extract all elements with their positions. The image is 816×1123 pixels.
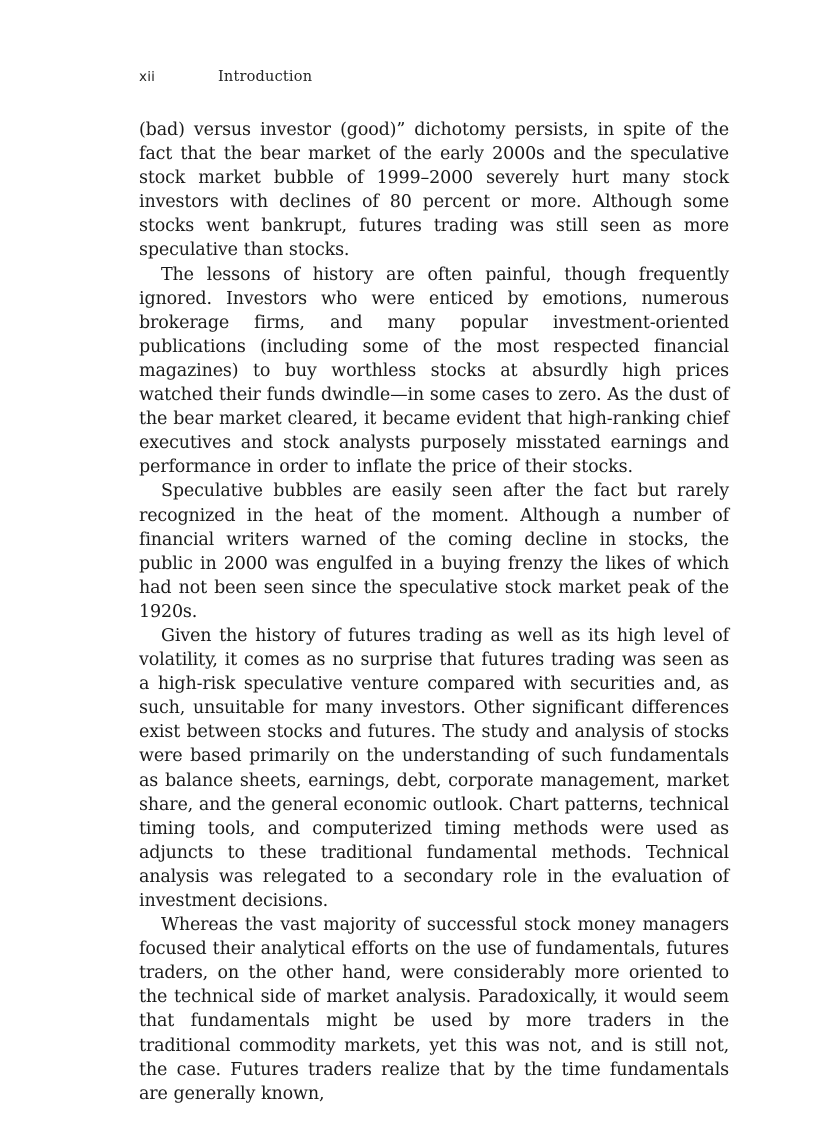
paragraph-continued: (bad) versus investor (good)” dichotomy persists, in spite of the fact that the bear market of the early 2000s and the speculative stock market bubble of 1999–2000 severely hurt many stock investors with declines of 80 percent or more. Although some stocks went bankrupt, futures trading was still seen as more speculative than stocks. (139, 120, 729, 261)
paragraph: The lessons of history are often painful, though frequently ignored. Investors who were enticed by emotions, numerous brokerage firms, and many popular investment-oriented publications (including some of the most respected financial magazines) to buy worthless stocks at absurdly high prices watched their funds dwindle—in some cases to zero. As the dust of the bear market cleared, it became evident that high-ranking chief executives and stock analysts purposely misstated earnings and performance in order to inflate the price of their stocks. (139, 264, 729, 478)
page-number: xii (139, 69, 156, 85)
running-head (139, 66, 729, 90)
paragraph: Given the history of futures trading as well as its high level of volatility, it comes as no surprise that futures trading was seen as a high-risk speculative venture compared with securities and, as such, unsuitable for many investors. Other significant differences exist between stocks and futures. The study and analysis of stocks were based primarily on the understanding of such fundamentals as balance sheets, earnings, debt, corporate management, market share, and the general economic outlook. Chart patterns, technical timing tools, and computerized timing methods were used as adjuncts to these traditional fundamental methods. Technical analysis was relegated to a secondary role in the evaluation of investment decisions. (139, 625, 729, 911)
chapter-title: Introduction (218, 69, 313, 85)
body-text (139, 118, 729, 1106)
paragraph: Whereas the vast majority of successful stock money managers focused their analytical efforts on the use of fundamentals, futures traders, on the other hand, were considerably more oriented to the technical side of market analysis. Paradoxically, it would seem that fundamentals might be used by more traders in the traditional commodity markets, yet this was not, and is still not, the case. Futures traders realize that by the time fundamentals are generally known, (139, 915, 729, 1104)
paragraph: Speculative bubbles are easily seen after the fact but rarely recognized in the heat of the moment. Although a number of financial writers warned of the coming decline in stocks, the public in 2000 was engulfed in a buying frenzy the likes of which had not been seen since the speculative stock market peak of the 1920s. (139, 481, 729, 622)
